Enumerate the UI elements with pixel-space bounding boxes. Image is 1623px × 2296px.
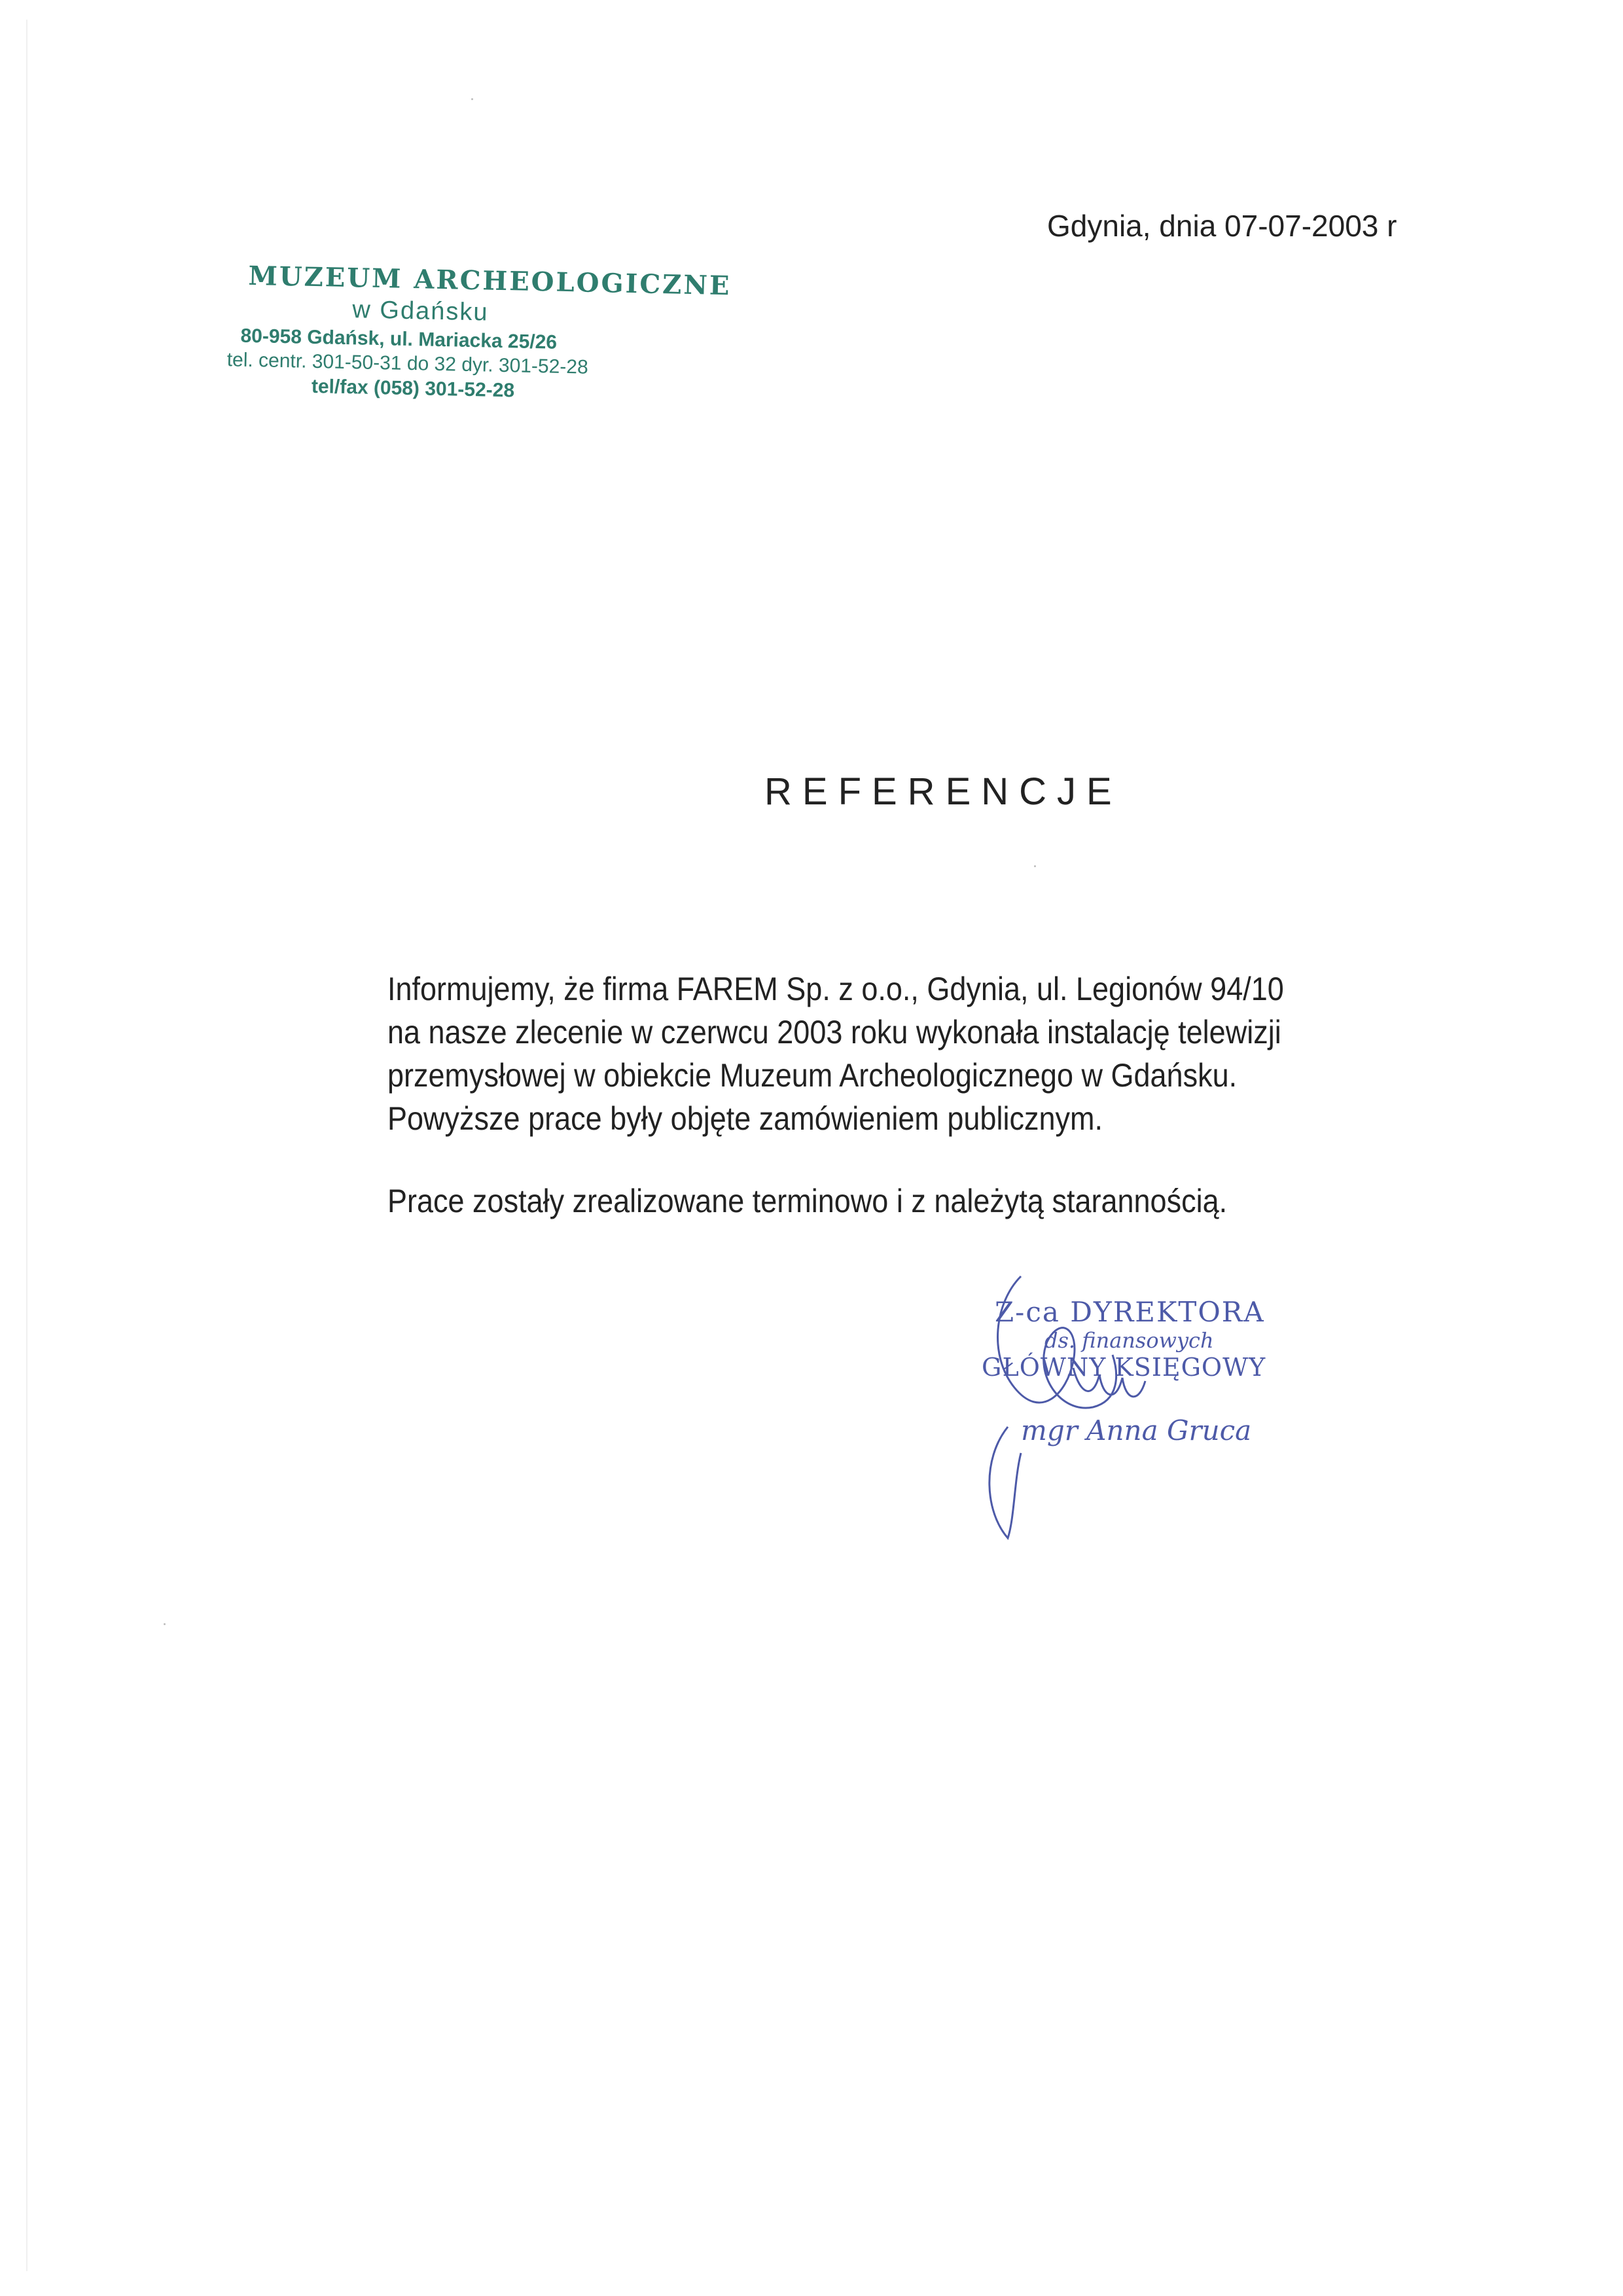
scan-edge [26, 20, 27, 2271]
stamp-address: 80-958 Gdańsk, ul. Mariacka 25/26 [240, 325, 558, 353]
stamp-phones: tel. centr. 301-50-31 do 32 dyr. 301-52-28 [226, 349, 589, 378]
body-line: Powyższe prace były objęte zamówieniem publicznym. [387, 1100, 1103, 1137]
document-title: REFERENCJE [764, 770, 1122, 813]
document-closing: Prace zostały zrealizowane terminowo i z należytą starannością. [387, 1183, 1228, 1219]
stamp-city: w Gdańsku [351, 296, 489, 327]
signature-department: ds. finansowych [1044, 1328, 1214, 1353]
scan-speck [1034, 865, 1036, 867]
museum-stamp [220, 259, 732, 405]
stamp-title: MUZEUM ARCHEOLOGICZNE [247, 260, 732, 302]
signature-stamp [982, 1296, 1322, 1446]
signature-name: mgr Anna Gruca [1021, 1414, 1252, 1446]
document-body [387, 967, 1330, 1140]
document-date: Gdynia, dnia 07-07-2003 r [1047, 209, 1397, 243]
scan-speck [471, 98, 473, 100]
body-line: przemysłowej w obiekcie Muzeum Archeologicznego w Gdańsku. [387, 1057, 1238, 1094]
signature-position: GŁÓWNY KSIĘGOWY [982, 1353, 1266, 1382]
scan-speck [164, 1623, 166, 1625]
body-line: Informujemy, że firma FAREM Sp. z o.o., Gdynia, ul. Legionów 94/10 [387, 971, 1284, 1007]
signature-role: Z-ca DYREKTORA [995, 1296, 1265, 1328]
stamp-fax: tel/fax (058) 301-52-28 [311, 375, 515, 401]
body-line: na nasze zlecenie w czerwcu 2003 roku wykonała instalację telewizji [387, 1014, 1281, 1050]
